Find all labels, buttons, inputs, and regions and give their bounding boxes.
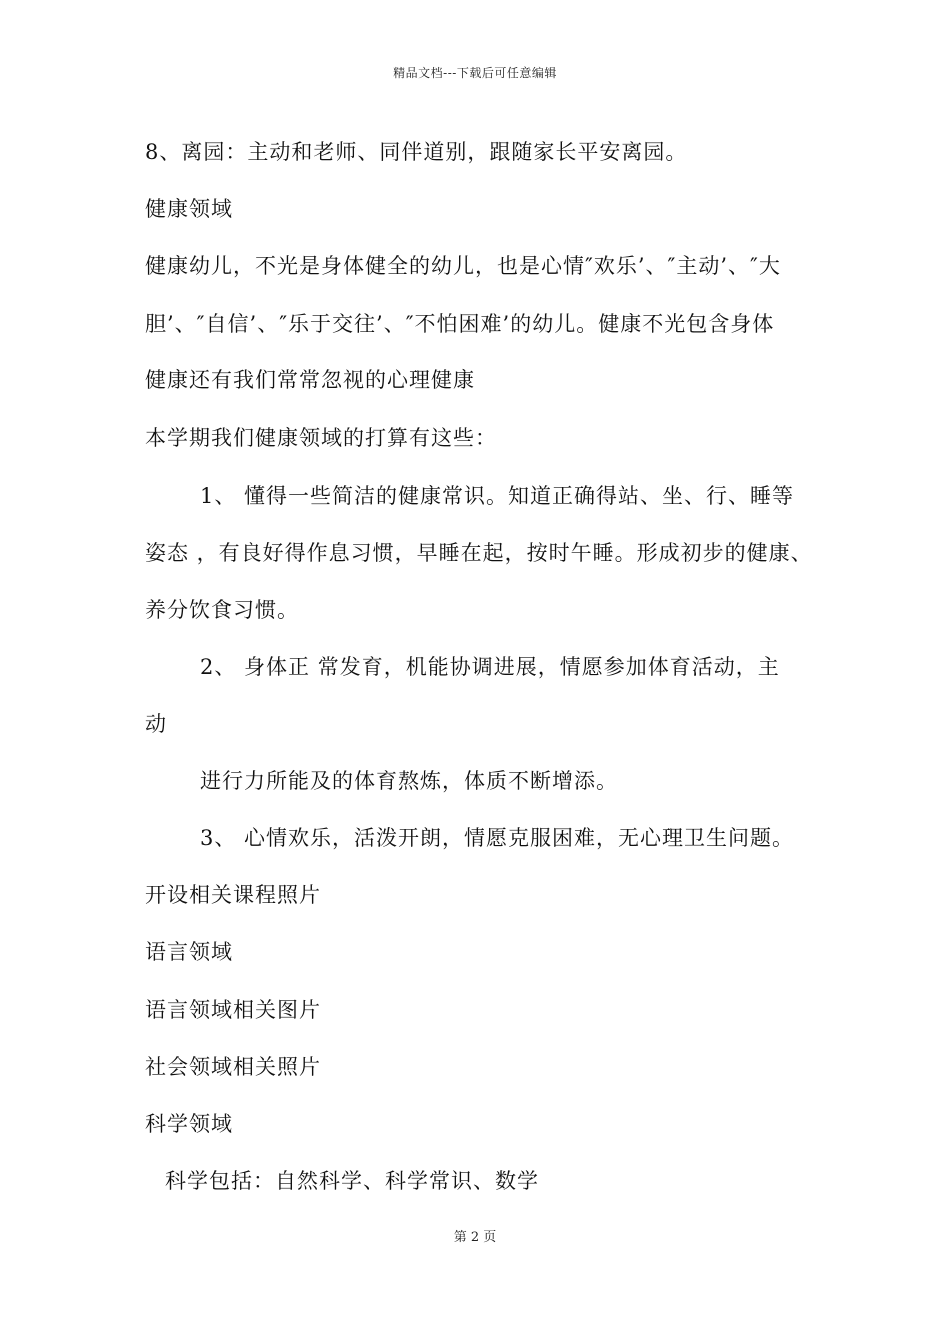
paragraph-line: 进行力所能及的体育熬炼，体质不断增添。 xyxy=(200,769,618,793)
paragraph-line: 科学包括：自然科学、科学常识、数学 xyxy=(165,1169,539,1193)
paragraph-line: 健康还有我们常常忽视的心理健康 xyxy=(145,368,475,392)
paragraph-line: 养分饮食习惯。 xyxy=(145,598,299,622)
photo-caption: 社会领域相关照片 xyxy=(145,1055,321,1079)
paragraph-line: 健康幼儿，不光是身体健全的幼儿，也是心情″欢乐’、″主动’、″大 xyxy=(145,254,781,278)
paragraph-line: 姿态 ，有良好得作息习惯，早睡在起，按时午睡。形成初步的健康、 xyxy=(145,541,813,565)
paragraph-line: 胆’、″自信’、″乐于交往’、″不怕困难’的幼儿。健康不光包含身体 xyxy=(145,312,775,336)
paragraph-line: 动 xyxy=(145,712,167,736)
paragraph-line: 本学期我们健康领域的打算有这些： xyxy=(145,426,497,450)
paragraph-dismissal: 8、离园：主动和老师、同伴道别，跟随家长平安离园。 xyxy=(145,140,688,164)
section-heading-science: 科学领域 xyxy=(145,1112,233,1136)
list-item-1: 1、 懂得一些简洁的健康常识。知道正确得站、坐、行、睡等 xyxy=(200,484,795,508)
photo-caption: 语言领域相关图片 xyxy=(145,998,321,1022)
photo-caption: 开设相关课程照片 xyxy=(145,883,321,907)
section-heading-language: 语言领域 xyxy=(145,940,233,964)
list-item-2: 2、 身体正 常发育，机能协调进展，情愿参加体育活动，主 xyxy=(200,655,780,679)
list-item-3: 3、 心情欢乐，活泼开朗，情愿克服困难，无心理卫生问题。 xyxy=(200,826,795,850)
section-heading-health: 健康领域 xyxy=(145,197,233,221)
page-header: 精品文档---下载后可任意编辑 xyxy=(393,66,557,80)
page-number: 第 2 页 xyxy=(453,1230,497,1245)
